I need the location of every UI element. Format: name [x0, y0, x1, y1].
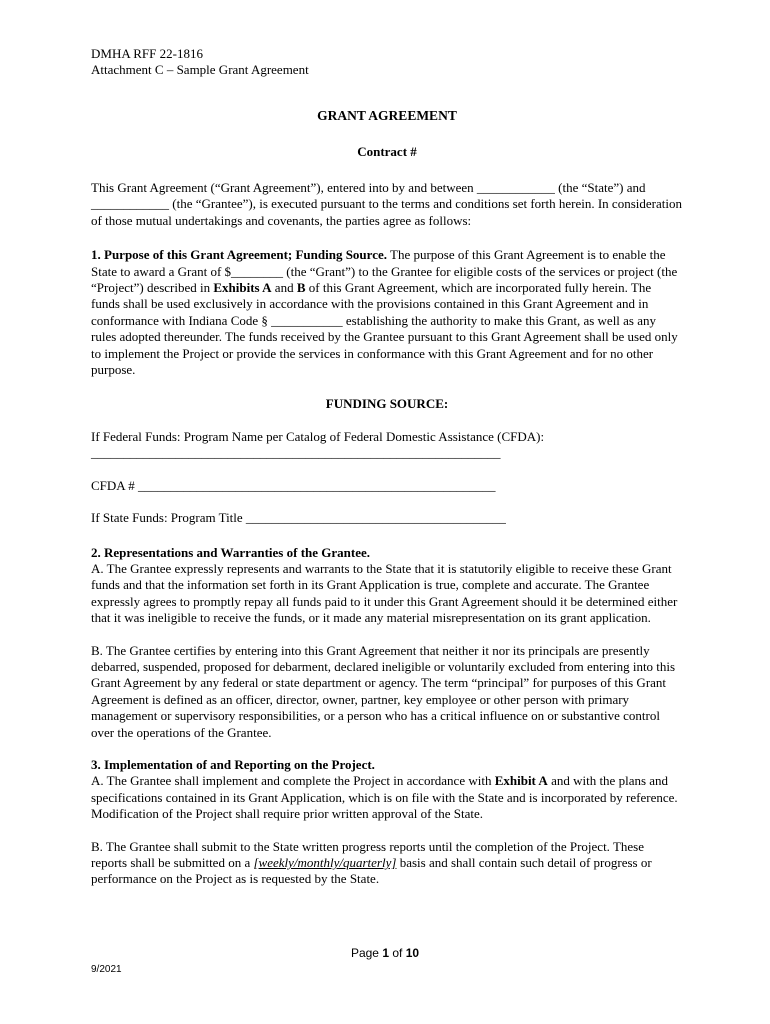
section-3-b: [91, 839, 683, 888]
contract-number: Contract #: [357, 144, 417, 159]
section-1-text-a: The purpose of this Grant Agreement is to enable the State to award a Grant of $________ (the “Grant”) to the Grantee for eligible costs of the services or project (the “Project”) described in: [91, 247, 678, 296]
section-3-b-text: B. The Grantee shall submit to the State written progress reports until the completion of the Project. These reports shall be submitted on a: [91, 838, 644, 870]
page-number: [0, 946, 770, 960]
federal-funds-label: If Federal Funds: Program Name per Catalog of Federal Domestic Assistance (CFDA):: [91, 428, 545, 444]
section-1-paragraph: [91, 247, 683, 378]
section-2-a: A. The Grantee expressly represents and warrants to the State that it is statutorily eligible to receive these Grant funds and that the information set forth in its Grant Application is true, complete and accurate. The Grantee expressly agrees to promptly repay all funds paid to it under this Grant Agreement should it be determined either that it was ineligible to receive the funds, or it made any material misrepresentation on its grant application.: [91, 560, 678, 626]
current-page: 1: [382, 946, 389, 960]
section-3-heading: 3. Implementation of and Reporting on the Project.: [91, 756, 375, 772]
funding-source-heading: FUNDING SOURCE:: [325, 396, 449, 412]
federal-funds-blank: _______________________________________________________________: [91, 445, 501, 461]
exhibit-a-ref: Exhibit A: [494, 773, 548, 789]
exhibit-b-ref: B: [296, 280, 306, 296]
section-3-b-text-post: basis and shall contain such detail of progress or performance on the Project as is requested by the State.: [91, 855, 652, 887]
section-1-text-b: of this Grant Agreement, which are incorporated fully herein. The funds shall be used exclusively in accordance with the provisions contained in this Grant Agreement and in conformance with Indiana Code § ___________ establishing the authority to make this Grant, as well as any rules adopted thereunder. The funds received by the Grantee pursuant to this Grant Agreement shall be used only to implement the Project or provide the services in conformance with this Grant Agreement and for no other purpose.: [91, 280, 678, 378]
section-1-heading: 1. Purpose of this Grant Agreement; Funding Source.: [91, 247, 387, 263]
section-2-b: B. The Grantee certifies by entering into this Grant Agreement that neither it nor its principals are presently debarred, suspended, proposed for debarment, declared ineligible or voluntarily excluded from entering into this Grant Agreement by any federal or state department or agency. The term “principal” for purposes of this Grant Agreement is defined as an officer, director, owner, partner, key employee or other person with primary management or supervisory responsibilities, or a person who has a critical influence on or substantive control over the operations of the Grantee.: [91, 642, 676, 740]
footer-date: 9/2021: [91, 964, 122, 975]
intro-paragraph: This Grant Agreement (“Grant Agreement”), entered into by and between ____________ (the “State”) and ____________ (the “Grantee”), is executed pursuant to the terms and conditions set forth herein. In consideration of those mutual undertakings and covenants, the parties agree as follows:: [91, 180, 682, 228]
document-header: [91, 46, 683, 78]
total-pages: 10: [405, 946, 420, 960]
report-frequency: [weekly/monthly/quarterly]: [253, 855, 397, 870]
section-3-a-text-post: and with the plans and specifications contained in its Grant Application, which is on file with the State and is incorporated by reference. Modification of the Project shall require prior written approval of the State.: [91, 773, 678, 822]
cfda-field: CFDA # _______________________________________________________: [91, 477, 496, 493]
of-label: of: [389, 946, 406, 960]
state-funds-field: If State Funds: Program Title ________________________________________: [91, 510, 506, 526]
rff-number: DMHA RFF 22-1816: [91, 46, 203, 61]
section-3-a: [91, 773, 683, 822]
exhibits-a-ref: Exhibits A: [213, 280, 272, 296]
section-3-a-text: A. The Grantee shall implement and complete the Project in accordance with: [91, 773, 495, 789]
attachment-label: Attachment C – Sample Grant Agreement: [91, 62, 309, 77]
document-page: [91, 46, 683, 888]
page-title: GRANT AGREEMENT: [317, 108, 457, 123]
and-text: and: [271, 280, 297, 296]
page-label: Page: [350, 946, 383, 960]
section-2-heading: 2. Representations and Warranties of the Grantee.: [91, 544, 370, 560]
